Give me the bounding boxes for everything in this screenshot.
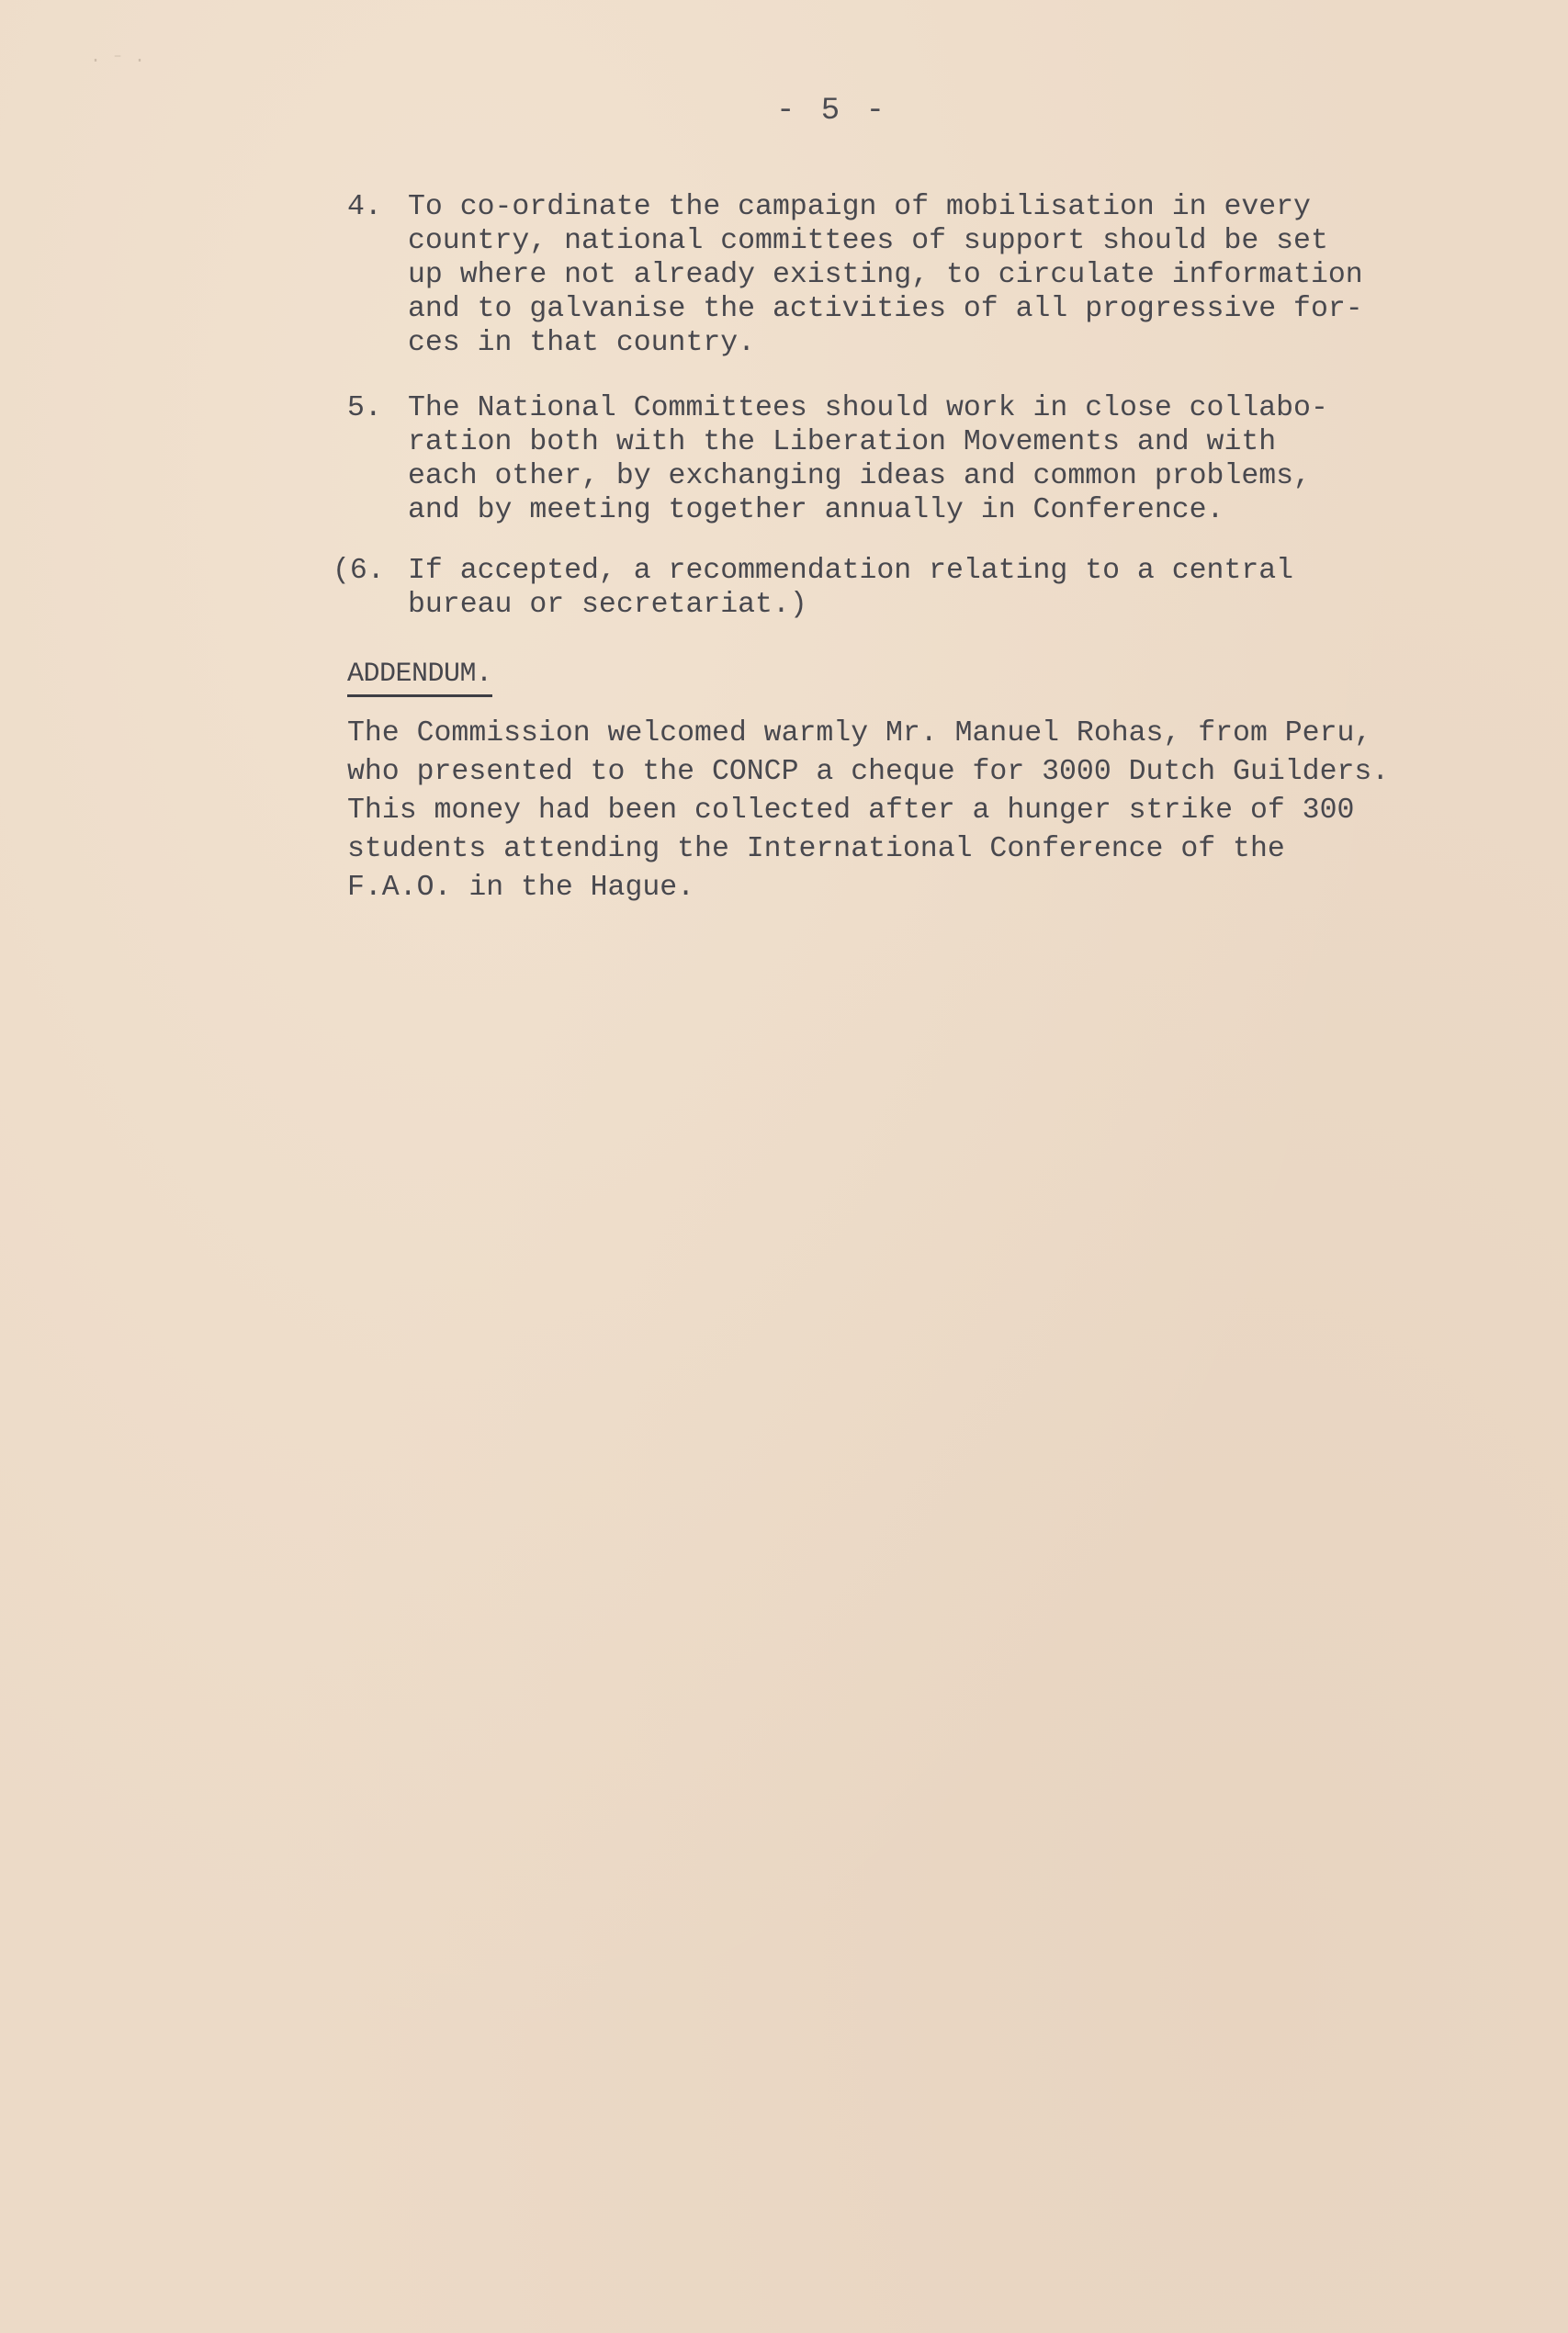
item-line: The National Committees should work in close collabo-	[408, 392, 1328, 424]
item-line: ration both with the Liberation Movements and with	[408, 426, 1277, 458]
item-line: bureau or secretariat.)	[408, 589, 807, 621]
item-number: 5.	[347, 392, 382, 424]
list-item-4	[347, 190, 1477, 360]
item-line: up where not already existing, to circulate information	[408, 259, 1363, 291]
item-line: If accepted, a recommendation relating to a central	[408, 555, 1294, 587]
paragraph-line: This money had been collected after a hunger strike of 300	[347, 795, 1355, 827]
item-number: 4.	[347, 191, 382, 223]
list-item-6	[333, 554, 1462, 622]
paragraph-line: students attending the International Conference of the	[347, 833, 1285, 865]
item-line: ces in that country.	[408, 327, 756, 359]
paper-smudge: · ⁻ ·	[90, 51, 146, 72]
item-line: and to galvanise the activities of all progressive for-	[408, 293, 1363, 325]
paragraph-line: who presented to the CONCP a cheque for 3000 Dutch Guilders.	[347, 756, 1390, 788]
list-item-5	[347, 391, 1477, 527]
paragraph-line: F.A.O. in the Hague.	[347, 872, 695, 904]
item-line: each other, by exchanging ideas and common problems,	[408, 460, 1311, 492]
addendum-paragraph	[347, 715, 1523, 907]
paragraph-line: The Commission welcomed warmly Mr. Manuel Rohas, from Peru,	[347, 717, 1372, 749]
item-line: and by meeting together annually in Conference.	[408, 494, 1224, 526]
item-line: To co-ordinate the campaign of mobilisation in every	[408, 191, 1311, 223]
addendum-heading: ADDENDUM.	[347, 658, 492, 697]
item-line: country, national committees of support should be set	[408, 225, 1328, 257]
item-number: (6.	[333, 555, 385, 587]
page-number: - 5 -	[775, 94, 889, 129]
